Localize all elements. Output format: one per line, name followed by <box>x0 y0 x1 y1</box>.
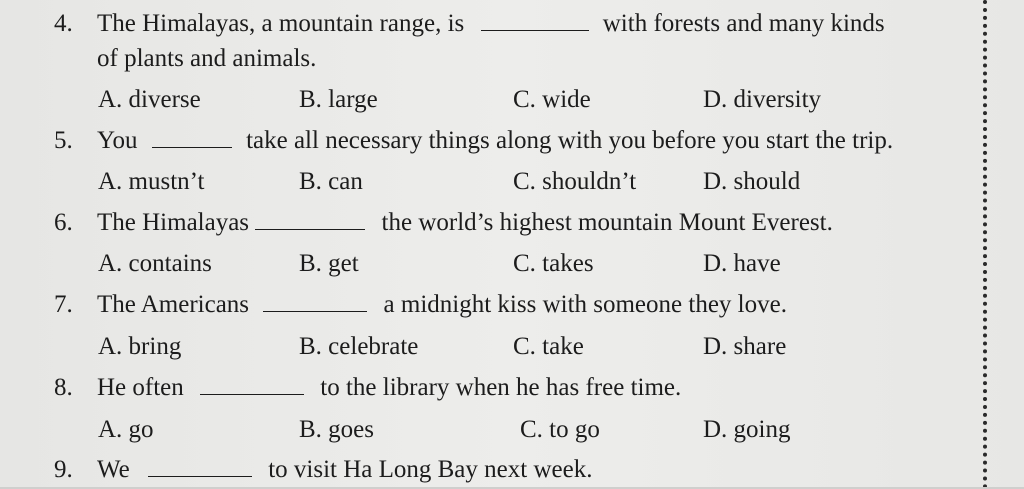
option-a: A. contains <box>98 250 212 277</box>
question-stem <box>97 455 592 485</box>
option-d: D. have <box>703 250 781 277</box>
answer-blank <box>200 376 304 395</box>
stem-before: The Americans <box>97 291 250 318</box>
option-a: A. go <box>98 416 154 443</box>
stem-before: You <box>97 127 138 154</box>
stem-after: to the library when he has free time. <box>320 374 682 401</box>
question-stem <box>97 9 885 39</box>
stem-continued: of plants and animals. <box>97 45 317 72</box>
option-d: D. going <box>703 416 791 443</box>
stem-after: take all necessary things along with you before you start the trip. <box>246 127 894 154</box>
option-c: C. take <box>513 333 584 360</box>
option-d: D. diversity <box>703 86 822 113</box>
stem-before: We <box>97 456 130 483</box>
question-stem <box>97 373 681 403</box>
stem-after: the world’s highest mountain Mount Everest. <box>381 209 833 236</box>
option-d: D. share <box>703 333 787 360</box>
question-number: 6. <box>54 209 73 236</box>
answer-blank <box>148 458 252 477</box>
stem-after: a midnight kiss with someone they love. <box>383 291 787 318</box>
option-b: B. large <box>299 86 378 113</box>
answer-blank <box>255 211 365 230</box>
question-number: 4. <box>54 10 73 37</box>
answer-blank <box>152 129 232 148</box>
stem-before: The Himalayas <box>97 209 250 236</box>
stem-after: with forests and many kinds <box>602 10 885 37</box>
answer-blank <box>481 12 589 31</box>
option-c: C. wide <box>513 86 591 113</box>
answer-blank <box>263 293 367 312</box>
option-b: B. celebrate <box>299 333 419 360</box>
option-a: A. mustn’t <box>98 168 205 195</box>
stem-after: to visit Ha Long Bay next week. <box>268 456 593 483</box>
question-number: 8. <box>54 374 73 401</box>
question-stem <box>97 126 893 156</box>
option-c: C. to go <box>520 416 600 443</box>
question-number: 7. <box>54 291 73 318</box>
option-a: A. bring <box>98 333 182 360</box>
option-c: C. takes <box>513 250 594 277</box>
option-b: B. can <box>299 168 363 195</box>
stem-before: He often <box>97 374 184 401</box>
option-b: B. get <box>299 250 359 277</box>
question-stem <box>97 290 787 320</box>
question-number: 9. <box>54 456 73 483</box>
stem-before: The Himalayas, a mountain range, is <box>97 10 465 37</box>
option-a: A. diverse <box>98 86 201 113</box>
option-d: D. should <box>703 168 801 195</box>
question-stem <box>97 208 833 238</box>
question-number: 5. <box>54 127 73 154</box>
option-b: B. goes <box>299 416 374 443</box>
dotted-margin-line <box>983 0 987 489</box>
option-c: C. shouldn’t <box>513 168 637 195</box>
